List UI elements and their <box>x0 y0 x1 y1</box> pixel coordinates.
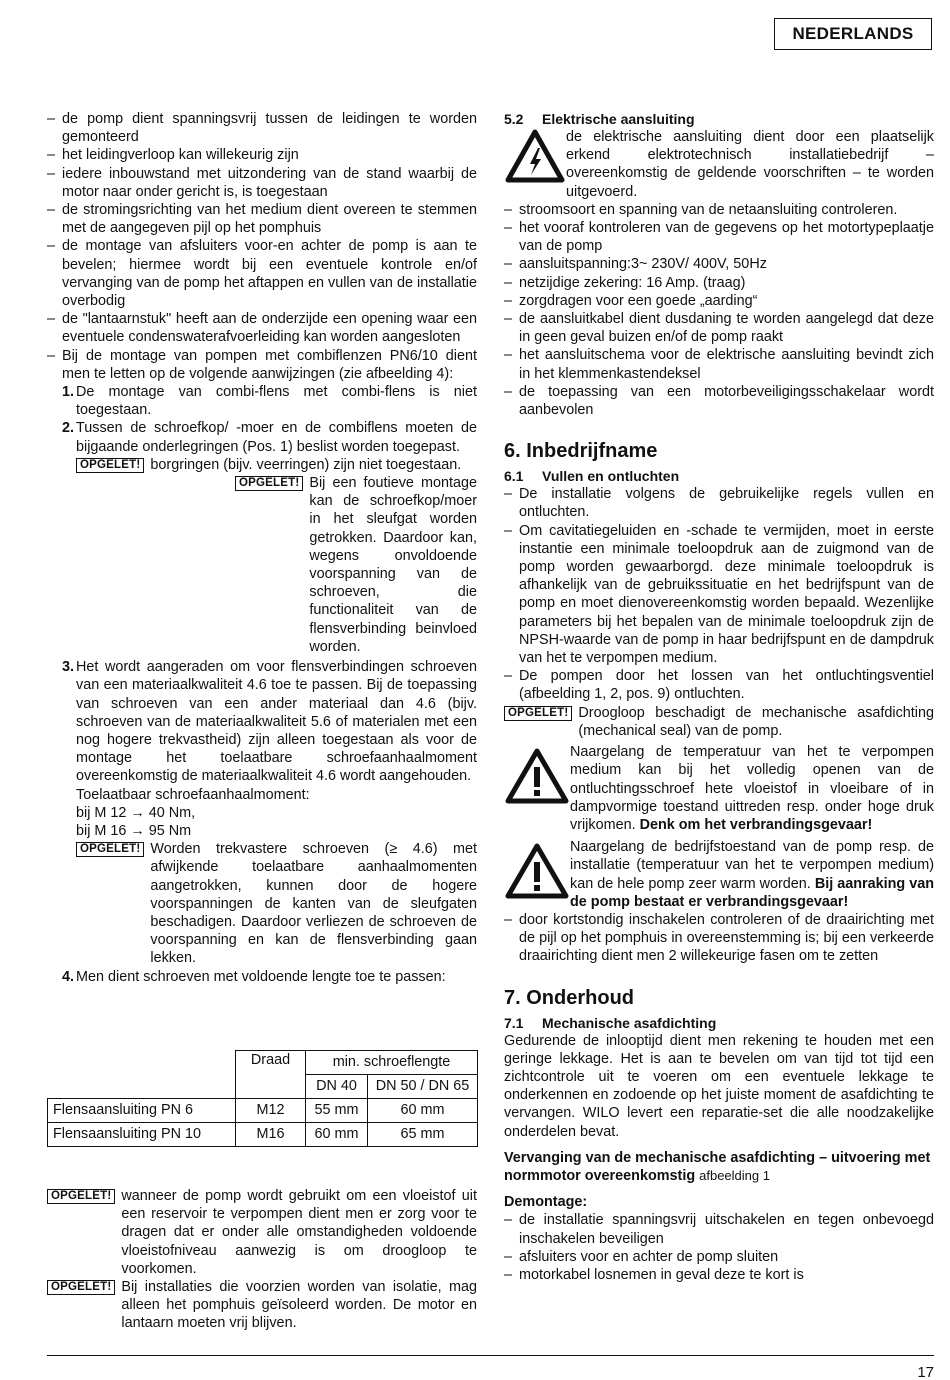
hazard-text-normal: Naargelang de temperatuur van het te verpompen medium kan bij het volledig openen van de ontluchtingsschroef hete vloeistof in vloeibare of in dampvormige toestand uittreden resp. onder hoge druk vrijkomen. <box>570 744 934 833</box>
list-item: – het leidingverloop kan willekeurig zijn <box>47 146 477 164</box>
torque-m16: bij M 16 → 95 Nm <box>76 822 192 839</box>
list-item: – het vooraf kontroleren van de gegevens op het motortypeplaatje van de pomp <box>504 219 934 255</box>
demontage-title: Demontage: <box>504 1194 588 1211</box>
section-heading-5-2 <box>504 110 934 128</box>
section-number: 7.1 <box>504 1014 524 1031</box>
right-column <box>504 110 934 1284</box>
list-item: – De installatie volgens de gebruikelijke regels vullen en ontluchten. <box>504 485 934 521</box>
list-item: – de toepassing van een motorbeveiligingsschakelaar wordt aanbevolen <box>504 383 934 419</box>
list-item: – stroomsoort en spanning van de netaansluiting controleren. <box>504 201 934 219</box>
warning-note <box>47 1187 477 1278</box>
table-row <box>48 1123 478 1147</box>
table-header-row <box>48 1051 478 1075</box>
item-text: Men dient schroeven met voldoende lengte toe te passen: <box>76 968 446 985</box>
numbered-item-1 <box>47 383 477 419</box>
warning-tag: OPGELET! <box>504 706 572 721</box>
warning-tag: OPGELET! <box>47 1280 115 1295</box>
hazard-text <box>570 838 934 911</box>
warning-text: Droogloop beschadigt de mechanische asafdichting (mechanical seal) van de pomp. <box>578 704 934 739</box>
section-heading-6: 6. Inbedrijfname <box>504 440 658 463</box>
table-blank-cell <box>48 1075 236 1099</box>
warning-text: Bij installaties die voorzien worden van isolatie, mag alleen het pomphuis geïsoleerd worden. De motor en lantaarn moeten vrij blijven. <box>121 1279 477 1332</box>
warning-text: Bij een foutieve montage kan de schroefkop/moer in het sleufgat worden getrokken. Daardoor kan, wegens onvoldoende voorspanning van de schroeven, die functionaliteit van de flensverbinding beinvloed worden. <box>309 475 477 655</box>
item-text: Tussen de schroefkop/ -moer en de combiflens moeten de bijgaande onderlegringen (Pos. 1) beslist worden toegepast. <box>76 420 477 455</box>
header-dn40: DN 40 <box>306 1075 368 1099</box>
section-heading-7-1 <box>504 1014 934 1032</box>
list-item: – door kortstondig inschakelen controleren of de draairichting met de pijl op het pomphuis in overeenstemming is; bij een verkeerde draairichting dient men 2 willekeurige fasen om te zetten <box>504 911 934 966</box>
warning-text: wanneer de pomp wordt gebruikt om een vloeistof uit een reservoir te verpompen dient men er zorg voor te dragen dat er onder alle omstandigheden voldoende vloeistofniveau aanwezig is om droogloop te voorkomen. <box>121 1188 477 1277</box>
list-item: – afsluiters voor en achter de pomp sluiten <box>504 1248 934 1266</box>
item-text: De montage van combi-flens met combi-flens is niet toegestaan. <box>76 384 477 419</box>
section-title: Mechanische asafdichting <box>542 1014 717 1031</box>
warning-text: borgringen (bijv. veerringen) zijn niet toegestaan. <box>150 456 462 473</box>
numbered-item-2 <box>47 419 477 455</box>
warning-text: Worden trekvastere schroeven (≥ 4.6) met afwijkende toelaatbare aanhaalmomenten aangetrokken, kunnen door de hogere voorspanningen de kanten van de sleufgaten beschadigen. Daardoor verliezen de schroeven de voorspanning en kan de flensverbinding gaan lekken. <box>150 841 477 967</box>
item-number: 1. <box>62 384 75 401</box>
item-text: Het wordt aangeraden om voor flensverbindingen schroeven van een materiaalkwaliteit 4.6 toe te passen. Bij de toepassing van schroeven van een ander materiaal dan 4.6 (bijv. schroeven van de materiaalkwaliteit 5.6 of materialen met een nog hogere trekvastheid) zijn alleen toegestaan als voor de montage het toelaatbare schroefaanhaalmoment overeenkomstig de materiaalkwaliteit 4.6 wordt aangehouden. <box>76 659 477 785</box>
section-heading-7: 7. Onderhoud <box>504 986 634 1009</box>
section-title: Elektrische aansluiting <box>542 111 695 127</box>
item-number: 2. <box>62 420 75 437</box>
numbered-item-3 <box>47 658 477 785</box>
warning-tag: OPGELET! <box>47 1189 115 1204</box>
warning-note <box>235 474 477 656</box>
section-title: Vullen en ontluchten <box>542 468 680 485</box>
left-column <box>47 110 477 986</box>
cell-dn50: 65 mm <box>368 1123 478 1147</box>
row-label: Flensaansluiting PN 6 <box>48 1099 236 1123</box>
cell-dn50: 60 mm <box>368 1099 478 1123</box>
table-blank-cell <box>48 1051 236 1075</box>
list-item: – motorkabel losnemen in geval deze te kort is <box>504 1266 934 1284</box>
list-item: – aansluitspanning:3~ 230V/ 400V, 50Hz <box>504 255 934 273</box>
list-item: – de aansluitkabel dient dusdaning te worden aangelegd dat deze in geen geval buizen en/of de pomp raakt <box>504 310 934 346</box>
screw-length-table <box>47 1050 478 1147</box>
list-item: – zorgdragen voor een goede „aarding“ <box>504 292 934 310</box>
list-item: – de installatie spanningsvrij uitschakelen en tegen onbevoegd inschakelen beveiligen <box>504 1211 934 1247</box>
list-item: – Om cavitatiegeluiden en -schade te vermijden, moet in eerste instantie een minimale toeloopdruk aan de zuigmond van de pomp worden gewaarborgd. deze minimale toeloopdruk is afhankelijk van de gebruikssituatie en het bedrijfspunt van de pomp en moet dienovereenkomstig worden bepaald. Wezenlijke parameters bij het bepalen van de minimale toeloopdruk zijn de NPSH-waarde van de pomp in haar bedrijfspunt en de dampdruk van het te verpompen medium. <box>504 522 934 668</box>
warning-note <box>76 840 477 967</box>
section-number: 6.1 <box>504 468 524 485</box>
electrical-intro: de elektrische aansluiting dient door een plaatselijk erkend elektrotechnisch installatiebedrijf – overeenkomstig de geldende voorschriften – te worden uitgevoerd. <box>566 129 934 200</box>
table-row <box>48 1099 478 1123</box>
warning-note <box>47 1278 477 1333</box>
section-number: 5.2 <box>504 111 524 127</box>
list-item: – de montage van afsluiters voor-en achter de pomp is aan te bevelen; hiermee wordt bij een eventuele kontrole en/of vervanging van de pomp het aftappen en vullen van de installatie overbodig <box>47 237 477 310</box>
hazard-note-1 <box>504 743 934 834</box>
left-bottom-warnings <box>47 1187 477 1333</box>
cell-dn40: 60 mm <box>306 1123 368 1147</box>
hazard-text-normal: Naargelang de bedrijfstoestand van de pomp resp. de installatie (temperatuur van het te verpompen medium) kan de hele pomp zeer warm worden. <box>570 839 934 892</box>
warning-note <box>504 704 934 740</box>
numbered-item-4 <box>47 968 477 986</box>
hazard-text-bold: Bij aanraking van de pomp bestaat er verbrandingsgevaar! <box>570 875 935 910</box>
item-number: 3. <box>62 659 75 676</box>
hazard-text <box>570 743 934 834</box>
replacement-heading <box>504 1149 934 1185</box>
page-number: 17 <box>917 1364 934 1380</box>
warning-triangle-icon <box>504 743 570 807</box>
header-draad: Draad <box>236 1051 306 1099</box>
replacement-title: Vervanging van de mechanische asafdichting – uitvoering met normmotor overeenkomstig <box>504 1149 931 1184</box>
list-item: – De pompen door het lossen van het ontluchtingsventiel (afbeelding 1, 2, pos. 9) ontluchten. <box>504 667 934 703</box>
header-dn50: DN 50 / DN 65 <box>368 1075 478 1099</box>
list-item: – het aansluitschema voor de elektrische aansluiting bevindt zich in het klemmenkastendeksel <box>504 346 934 382</box>
maintenance-paragraph: Gedurende de inlooptijd dient men rekening te houden met een geringe lekkage. Het is aan te bevelen om van tijd tot tijd een zichtcontrole uit te voeren om een eventuele lekkage te onderkennen en zodoende op het juiste moment de asafdichting te vervangen. WILO levert een reparatie-set die alle noodzakelijke onderdelen bevat. <box>504 1032 934 1140</box>
torque-title: Toelaatbaar schroefaanhaalmoment: <box>76 786 310 803</box>
replacement-ref: afbeelding 1 <box>699 1167 770 1183</box>
hazard-text-bold: Denk om het verbrandingsgevaar! <box>639 816 873 833</box>
warning-triangle-icon <box>504 838 570 902</box>
list-item: – iedere inbouwstand met uitzondering van de stand waarbij de motor naar onder gericht is, is toegestaan <box>47 165 477 201</box>
list-item: – de pomp dient spanningsvrij tussen de leidingen te worden gemonteerd <box>47 110 477 146</box>
cell-dn40: 55 mm <box>306 1099 368 1123</box>
electrical-warning <box>504 128 934 201</box>
list-item: – de stromingsrichting van het medium dient overeen te stemmen met de aangegeven pijl op het pomphuis <box>47 201 477 237</box>
list-item: – Bij de montage van pompen met combiflenzen PN6/10 dient men te letten op de volgende aanwijzingen (zie afbeelding 4): <box>47 347 477 383</box>
list-item: – netzijdige zekering: 16 Amp. (traag) <box>504 274 934 292</box>
item-number: 4. <box>62 968 75 985</box>
header-min-length: min. schroeflengte <box>306 1051 478 1075</box>
warning-tag: OPGELET! <box>76 458 144 473</box>
warning-tag: OPGELET! <box>235 476 303 491</box>
row-label: Flensaansluiting PN 10 <box>48 1123 236 1147</box>
footer-rule <box>47 1355 934 1356</box>
warning-note <box>76 456 477 474</box>
language-label: NEDERLANDS <box>774 18 932 50</box>
hazard-note-2 <box>504 838 934 911</box>
warning-tag: OPGELET! <box>76 842 144 857</box>
section-heading-6-1 <box>504 467 934 485</box>
torque-m12: bij M 12 → 40 Nm, <box>76 804 196 821</box>
list-item: – de "lantaarnstuk" heeft aan de onderzijde een opening waar een eventuele condenswaterafvoerleiding kan worden aangesloten <box>47 310 477 346</box>
electrical-hazard-icon <box>504 128 566 186</box>
cell-draad: M16 <box>236 1123 306 1147</box>
cell-draad: M12 <box>236 1099 306 1123</box>
